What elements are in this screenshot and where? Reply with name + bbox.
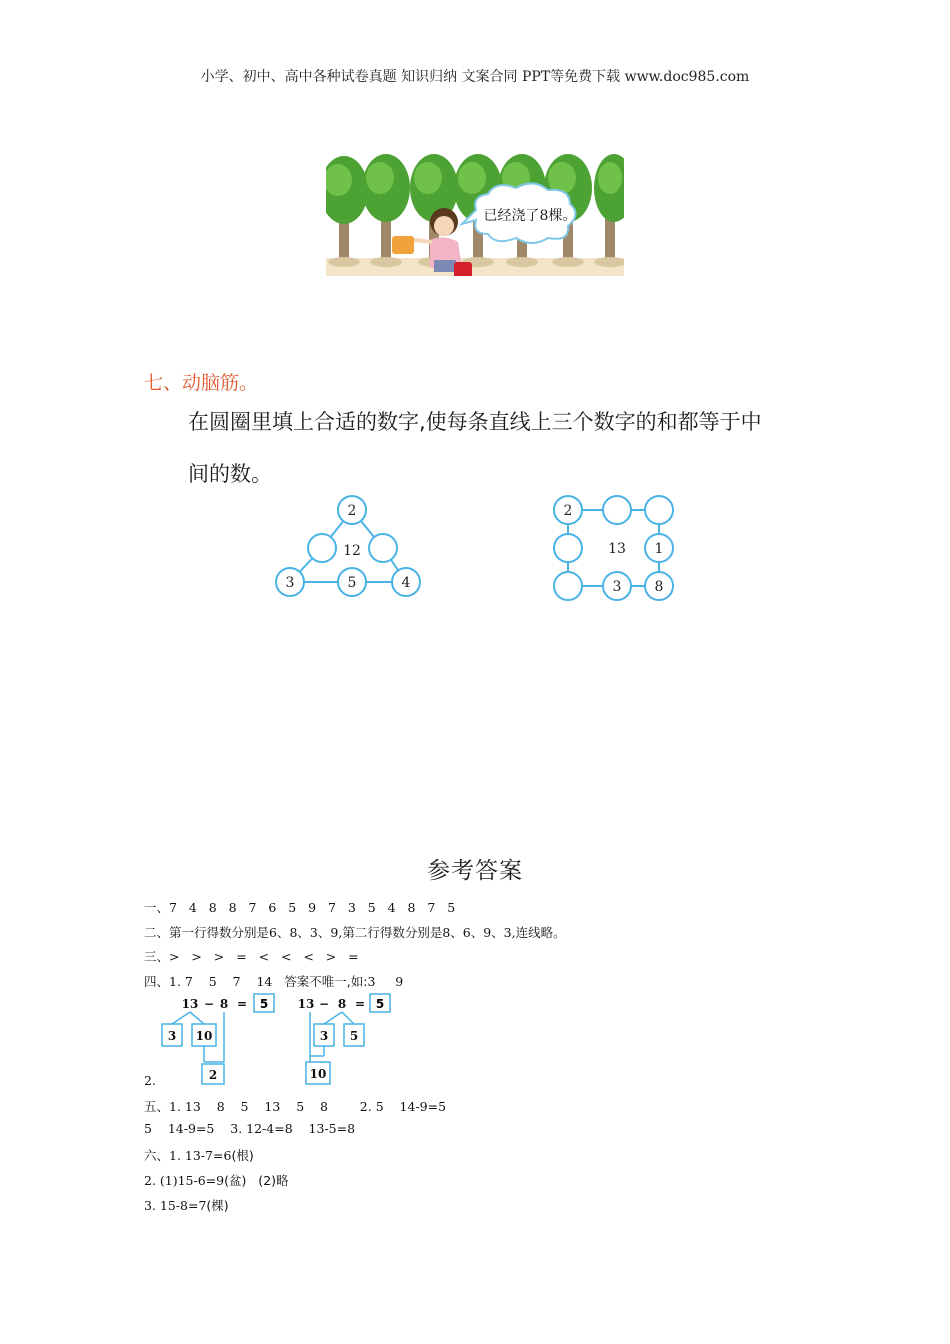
answers-title: 参考答案 <box>427 858 523 884</box>
svg-text:1: 1 <box>654 541 664 557</box>
answer-line-8: 2. (1)15-6=9(盆) (2)略 <box>144 1173 289 1188</box>
answer-line-1: 一、7 4 8 8 7 6 5 9 7 3 5 4 8 7 5 <box>144 900 456 915</box>
answer-line-9: 3. 15-8=7(棵) <box>144 1198 229 1213</box>
answer-line-4: 四、1. 7 5 7 14 答案不唯一,如:3 9 <box>144 974 404 989</box>
svg-text:13: 13 <box>181 997 199 1011</box>
svg-text:5: 5 <box>349 1029 359 1043</box>
svg-text:5: 5 <box>347 575 357 591</box>
square-center: 13 <box>608 541 626 557</box>
svg-text:3: 3 <box>612 579 622 595</box>
calc-diagram-left <box>156 990 280 1088</box>
svg-text:=: = <box>354 997 366 1011</box>
circle-mid-left[interactable] <box>554 534 582 562</box>
svg-text:5: 5 <box>375 997 385 1011</box>
answer-line-5: 五、1. 13 8 5 13 5 8 2. 5 14-9=5 <box>144 1099 447 1114</box>
instruction-line-2: 间的数。 <box>188 462 272 486</box>
svg-text:3: 3 <box>167 1029 177 1043</box>
svg-text:8: 8 <box>337 997 347 1011</box>
svg-text:5: 5 <box>259 997 269 1011</box>
page-header: 小学、初中、高中各种试卷真题 知识归纳 文案合同 PPT等免费下载 www.doc985.com <box>200 69 750 85</box>
svg-text:8: 8 <box>654 579 664 595</box>
svg-text:3: 3 <box>319 1029 329 1043</box>
circle-top-mid[interactable] <box>603 496 631 524</box>
answer-line-6: 5 14-9=5 3. 12-4=8 13-5=8 <box>144 1121 356 1136</box>
svg-text:13: 13 <box>297 997 315 1011</box>
svg-text:−: − <box>318 997 330 1011</box>
instruction-line-1: 在圆圈里填上合适的数字,使每条直线上三个数字的和都等于中 <box>188 410 762 434</box>
girl-watering-trees-illustration <box>326 150 624 276</box>
circle-top-right[interactable] <box>645 496 673 524</box>
speech-bubble-text: 已经浇了8棵。 <box>483 208 577 224</box>
svg-text:=: = <box>236 997 248 1011</box>
circle-mid-left[interactable] <box>308 534 336 562</box>
svg-text:−: − <box>203 997 215 1011</box>
svg-text:10: 10 <box>195 1029 213 1043</box>
svg-text:8: 8 <box>219 997 229 1011</box>
triangle-center: 12 <box>343 543 361 559</box>
calc-diagram-right <box>296 990 400 1088</box>
svg-text:2: 2 <box>563 503 573 519</box>
triangle-puzzle <box>270 490 430 602</box>
circle-mid-right[interactable] <box>369 534 397 562</box>
answer-line-2: 二、第一行得数分别是6、8、3、9,第二行得数分别是8、6、9、3,连线略。 <box>144 925 566 940</box>
answer-line-4b: 2. <box>144 1073 156 1088</box>
svg-text:4: 4 <box>401 575 411 591</box>
svg-text:2: 2 <box>347 503 357 519</box>
square-puzzle <box>548 492 680 604</box>
svg-text:10: 10 <box>309 1067 327 1081</box>
svg-text:2: 2 <box>208 1068 218 1082</box>
svg-text:3: 3 <box>285 575 295 591</box>
circle-bottom-left[interactable] <box>554 572 582 600</box>
section-title: 七、动脑筋。 <box>144 372 259 394</box>
answer-line-7: 六、1. 13-7=6(根) <box>144 1148 254 1163</box>
answer-line-3: 三、> > > = < < < > = <box>144 949 359 964</box>
